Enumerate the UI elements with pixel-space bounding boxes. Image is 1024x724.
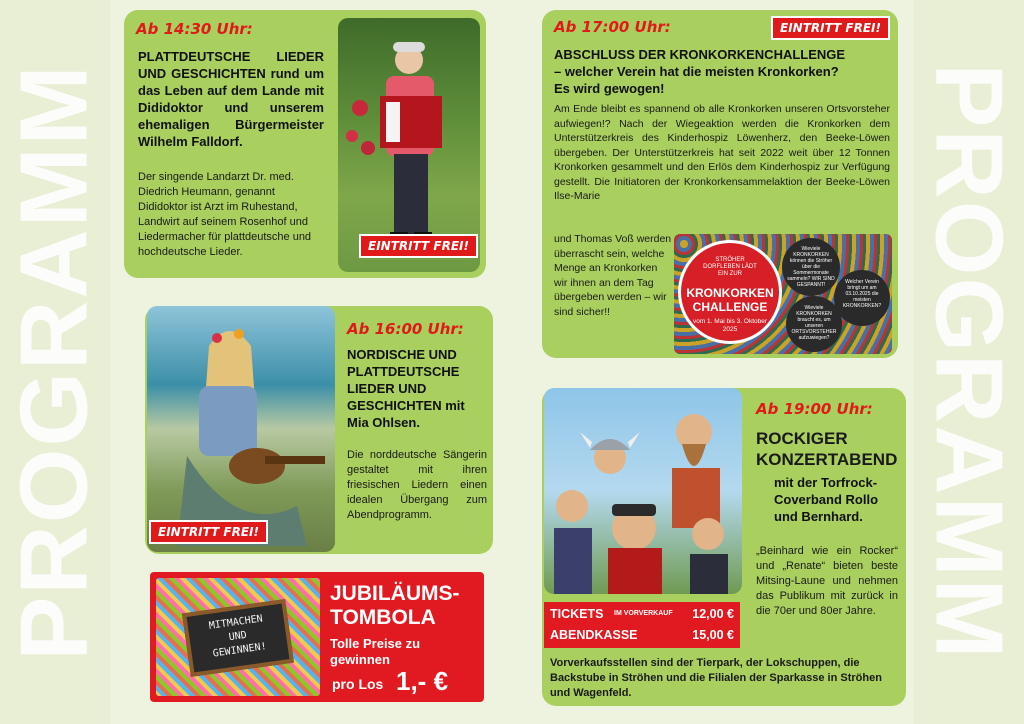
right-sidebar bbox=[914, 0, 1024, 724]
tombola-title-1: JUBILÄUMS- bbox=[330, 582, 460, 605]
board-line-3: GEWINNEN! bbox=[212, 641, 268, 660]
presale-text: sind der Tierpark, der Lokschuppen, die Backstube in Ströhen und die Filialen der Sparkasse in Ströhen und Wagenfeld. bbox=[550, 657, 882, 699]
event3-headline: ABSCHLUSS DER KRONKORKENCHALLENGE – welcher Verein hat die meisten Kronkorken? Es wird gewogen! bbox=[554, 47, 846, 96]
event3-panel bbox=[542, 10, 898, 358]
event2-time: Ab 16:00 Uhr: bbox=[347, 320, 464, 338]
left-sidebar bbox=[0, 0, 110, 724]
bubble-2: Welcher Verein bringt um am 03.10.2025 die meisten KRONKORKEN? bbox=[834, 270, 890, 326]
cap-red-circle bbox=[678, 240, 782, 344]
event2-body: Die norddeutsche Sängerin gestaltet mit ihren friesischen Liedern einen idealen Übergang zum Abendprogramm. bbox=[347, 449, 487, 521]
accordion-player-photo bbox=[338, 18, 480, 272]
presale-info bbox=[550, 656, 900, 701]
chalk-board-image bbox=[156, 578, 320, 696]
bubble-3: Wieviele KRONKORKEN braucht es, um unseren ORTSVORSTEHER aufzuwiegen? bbox=[786, 296, 842, 352]
singer-illustration bbox=[147, 306, 335, 552]
event4-body: „Beinhard wie ein Rocker“ und „Renate“ bieten beste Mitsing-Laune und nehmen das Publikum mit zurück in die 70er und 80er Jahre. bbox=[756, 545, 898, 617]
tombola-title-2: TOMBOLA bbox=[330, 606, 436, 629]
event3-body: Am Ende bleibt es spannend ob alle Kronkorken unseren Ortsvorsteher aufwiegen!? Nach der Wiegeaktion werden die Kronkorken dem Unterstützerkreis des Kinderhospiz Löwenherz, den Beeke-Löwen übergeben. Der Unterstützerkreis hat seit 2022 weit über 12 Tonnen Kronkorken gesammelt und den Erlös dem Kinderhospiz zur Verfügung gestellt. Die Initiatoren der Kronkorkensammelaktion der Beeke-Löwen Ilse-Marie bbox=[554, 103, 890, 202]
event4-headline-small: mit der Torfrock-Coverband Rollo und Bernhard. bbox=[774, 475, 879, 524]
event1-headline: PLATTDEUTSCHE LIEDER UND GESCHICHTEN rund um das Leben auf dem Lande mit Dididoktor und unserem ehemaligen Bürgermeister Wilhelm Falldorf. bbox=[138, 49, 324, 149]
tombola-price-prefix: pro Los bbox=[332, 676, 384, 692]
event1-free-entry-badge: EINTRITT FREI! bbox=[359, 234, 478, 258]
event3-time: Ab 17:00 Uhr: bbox=[554, 18, 671, 36]
cap-small-text: STRÖHER DORFLEBEN LÄDT EIN ZUR bbox=[703, 257, 757, 277]
event3-body-tail: und Thomas Voß werden überrascht sein, welche Menge an Kronkorken wir ihnen an dem Tag übergeben werden – wir sind sicher!! bbox=[554, 233, 672, 318]
band-illustration bbox=[544, 388, 742, 594]
event2-headline: NORDISCHE UND PLATTDEUTSCHE LIEDER UND GESCHICHTEN mit Mia Ohlsen. bbox=[347, 347, 465, 430]
ticket2-label: ABENDKASSE bbox=[550, 628, 638, 642]
ticket-box bbox=[544, 602, 740, 648]
event2-free-entry-badge: EINTRITT FREI! bbox=[149, 520, 268, 544]
tombola-box bbox=[150, 572, 484, 702]
tombola-subtitle: Tolle Preise zu gewinnen bbox=[330, 636, 421, 667]
tombola-price: 1,- € bbox=[396, 666, 449, 696]
bubble-1: Wieviele KRONKORKEN können die Ströher über die Sommermonate sammeln? WIR SIND GESPANNT! bbox=[782, 238, 840, 296]
cap-dates: vom 1. Mai bis 3. Oktober 2025 bbox=[692, 318, 768, 333]
cap-title-1: KRONKORKEN bbox=[686, 286, 774, 300]
event4-time: Ab 19:00 Uhr: bbox=[756, 400, 873, 418]
presale-bold: Vorverkaufsstellen bbox=[550, 657, 648, 669]
programm-vertical-left: PROGRAMM bbox=[1, 63, 109, 661]
singer-photo bbox=[147, 306, 335, 552]
event4-panel bbox=[542, 388, 906, 706]
ticket1-sub: IM VORVERKAUF bbox=[614, 610, 673, 617]
event2-panel bbox=[145, 306, 493, 554]
kronkorken-poster bbox=[674, 234, 892, 354]
board-line-1: MITMACHEN bbox=[208, 613, 264, 632]
board-line-2: UND bbox=[228, 629, 248, 644]
event3-free-entry-badge: EINTRITT FREI! bbox=[771, 16, 890, 40]
cap-title-2: CHALLENGE bbox=[692, 300, 768, 314]
event1-panel bbox=[124, 10, 486, 278]
ticket1-label: TICKETS bbox=[550, 607, 604, 621]
band-photo bbox=[544, 388, 742, 594]
ticket2-price: 15,00 € bbox=[692, 628, 734, 642]
event1-body: Der singende Landarzt Dr. med. Diedrich Heumann, genannt Dididoktor ist Arzt im Ruhestand, Landwirt auf seinem Rosenhof und Liedermacher für plattdeutsche und hochdeutsche Lieder. bbox=[138, 171, 312, 258]
event1-time: Ab 14:30 Uhr: bbox=[136, 20, 253, 38]
event4-headline-big: ROCKIGER KONZERTABEND bbox=[756, 429, 898, 469]
ticket1-price: 12,00 € bbox=[692, 607, 734, 621]
chalkboard bbox=[182, 599, 294, 677]
programm-vertical-right: PROGRAMM bbox=[916, 63, 1024, 661]
